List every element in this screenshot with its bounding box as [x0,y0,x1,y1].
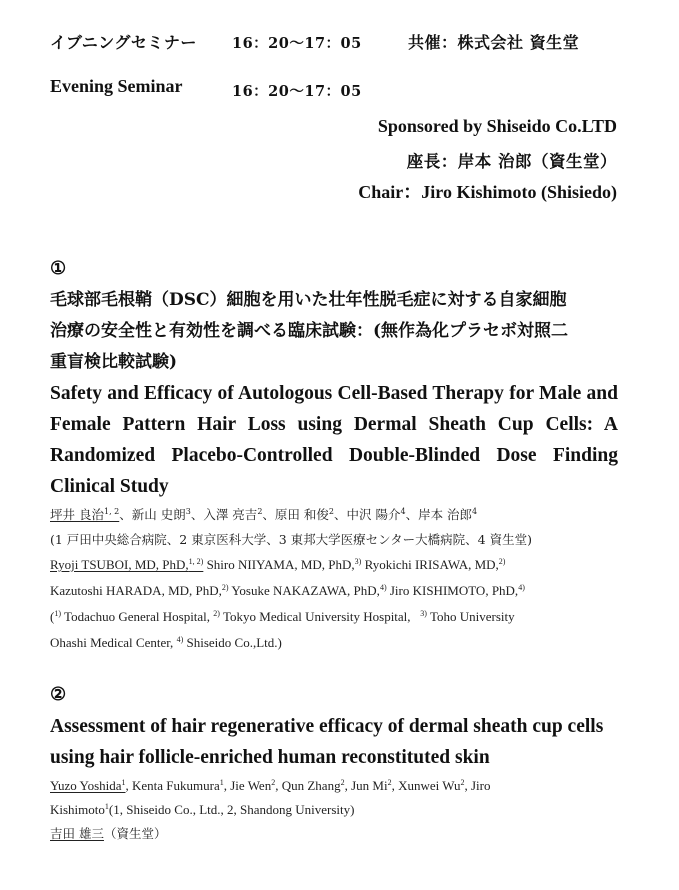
talk1-title-jp-line: 治療の安全性と有効性を調べる臨床試験：(無作為化プラセボ対照二 [50,321,569,341]
talk1-title-jp-line: 重盲検比較試験) [50,352,178,372]
author-name: , Jie Wen [223,778,272,793]
affil-sup: 1, 2) [188,557,204,566]
author-name: 、中沢 陽介 [333,507,401,522]
talk1-title-jp [50,285,618,378]
affil-sup: 2) [498,557,506,566]
presenter-name-text: Yuzo Yoshida [50,778,122,793]
affil-text: Shiseido Co.,Ltd.) [183,635,282,650]
presenter-name-jp [50,507,119,522]
affil-sup: 1) [54,609,62,618]
talk1-affiliations-en-line1 [50,604,515,630]
chair-en: Chair：Jiro Kishimoto (Shisiedo) [358,182,617,202]
seminar-label-jp: イブニングセミナー [50,33,197,52]
author-name: , Jiro [464,778,491,793]
author-name: 、原田 和俊 [262,507,329,522]
presenter-name-en [50,557,203,572]
talk2-number: ② [50,684,67,705]
presenter-affil-jp: （資生堂） [103,826,167,841]
author-name: Shiro NIIYAMA, MD, PhD, [203,557,355,572]
author-name: Kazutoshi HARADA, MD, PhD, [50,583,222,598]
author-name: 、岸本 治郎 [405,507,473,522]
affil-sup: 2) [221,583,229,592]
affil-sup: 2 [257,507,263,516]
seminar-time-en: 16：20〜17：05 [232,83,362,100]
sponsored-by: Sponsored by Shiseido Co.LTD [377,116,617,136]
presenter-name-text: Ryoji TSUBOI, MD, PhD, [50,557,189,572]
talk1-authors-en-line2 [50,578,525,604]
affil-sup: 4) [379,583,387,592]
affil-sup: 1, 2 [103,507,120,516]
affil-sup: 2) [213,609,220,618]
author-name: , Kenta Fukumura [125,778,220,793]
affil-text: ( [50,609,55,624]
presenter-name-text: 坪井 良治 [50,507,104,522]
author-name: 、新山 史朗 [119,507,186,522]
affil-sup: 3) [354,557,362,566]
talk2-title-en [50,711,650,773]
chair-jp: 座長：岸本 治郎（資生堂） [406,152,617,171]
author-name: , Qun Zhang [275,778,341,793]
talk1-title-en-line: Clinical Study [50,476,169,497]
talk1-title-en-line: Randomized Placebo-Controlled Double-Blinded Dose Finding [50,445,618,466]
talk1-title-en-line: Female Pattern Hair Loss using Dermal Sheath Cup Cells: A [50,414,618,435]
talk1-authors-jp [50,502,477,528]
seminar-time-jp: 16：20〜17：05 [232,35,362,52]
talk2-title-en-line: Assessment of hair regenerative efficacy of dermal sheath cup cells [50,716,604,737]
affil-text: Toho University [426,609,515,624]
affil-sup: 2 [271,778,276,787]
talk2-presenter-jp [50,821,167,847]
author-name: 、入澤 亮吉 [190,507,258,522]
presenter-name-jp: 吉田 雄三 [50,826,104,841]
author-name: , Jun Mi [344,778,388,793]
affil-sup: 2 [387,778,392,787]
talk1-number: ① [50,258,67,279]
affil-sup: 2 [460,778,465,787]
author-name: Kishimoto [50,802,105,817]
talk1-affiliations-jp: (1 戸田中央総合病院、2 東京医科大学、3 東邦大学医療センター大橋病院、4 資生堂) [50,532,532,547]
affil-sup: 4 [400,507,406,516]
affil-sup: 4 [472,507,478,516]
affil-text: Todachuo General Hospital, [61,609,214,624]
affil-sup: 1 [121,778,126,787]
talk2-title-en-line: using hair follicle-enriched human reconstituted skin [50,747,490,768]
talk1-title-jp-line: 毛球部毛根鞘（DSC）細胞を用いた壮年性脱毛症に対する自家細胞 [50,290,567,310]
author-name: Ryokichi IRISAWA, MD, [361,557,499,572]
presenter-name-en [50,778,126,793]
talk1-affiliations-en-line2 [50,630,282,656]
affil-text: Tokyo Medical University Hospital, [219,609,421,624]
affil-sup: 1 [104,802,109,811]
author-name: Yosuke NAKAZAWA, PhD, [228,583,380,598]
seminar-label-en: Evening Seminar [50,76,183,96]
author-name: Jiro KISHIMOTO, PhD, [386,583,519,598]
affil-sup: 3) [420,609,427,618]
author-name: , Xunwei Wu [391,778,461,793]
talk2-authors-line2 [50,797,354,823]
affil-sup: 4) [176,635,184,644]
talk1-title-en-line: Safety and Efficacy of Autologous Cell-Based Therapy for Male and [50,383,618,404]
talk1-authors-en-line1 [50,552,505,578]
affil-text: (1, Shiseido Co., Ltd., 2, Shandong University) [108,802,355,817]
affil-sup: 4) [518,583,525,592]
cosponsor-jp: 共催：株式会社 資生堂 [408,33,580,52]
affil-sup: 2 [340,778,345,787]
affil-sup: 2 [328,507,334,516]
talk1-title-en [50,378,618,502]
affil-sup: 1 [219,778,224,787]
affil-sup: 3 [185,507,191,516]
affil-text: Ohashi Medical Center, [50,635,177,650]
talk2-authors-line1 [50,773,491,799]
